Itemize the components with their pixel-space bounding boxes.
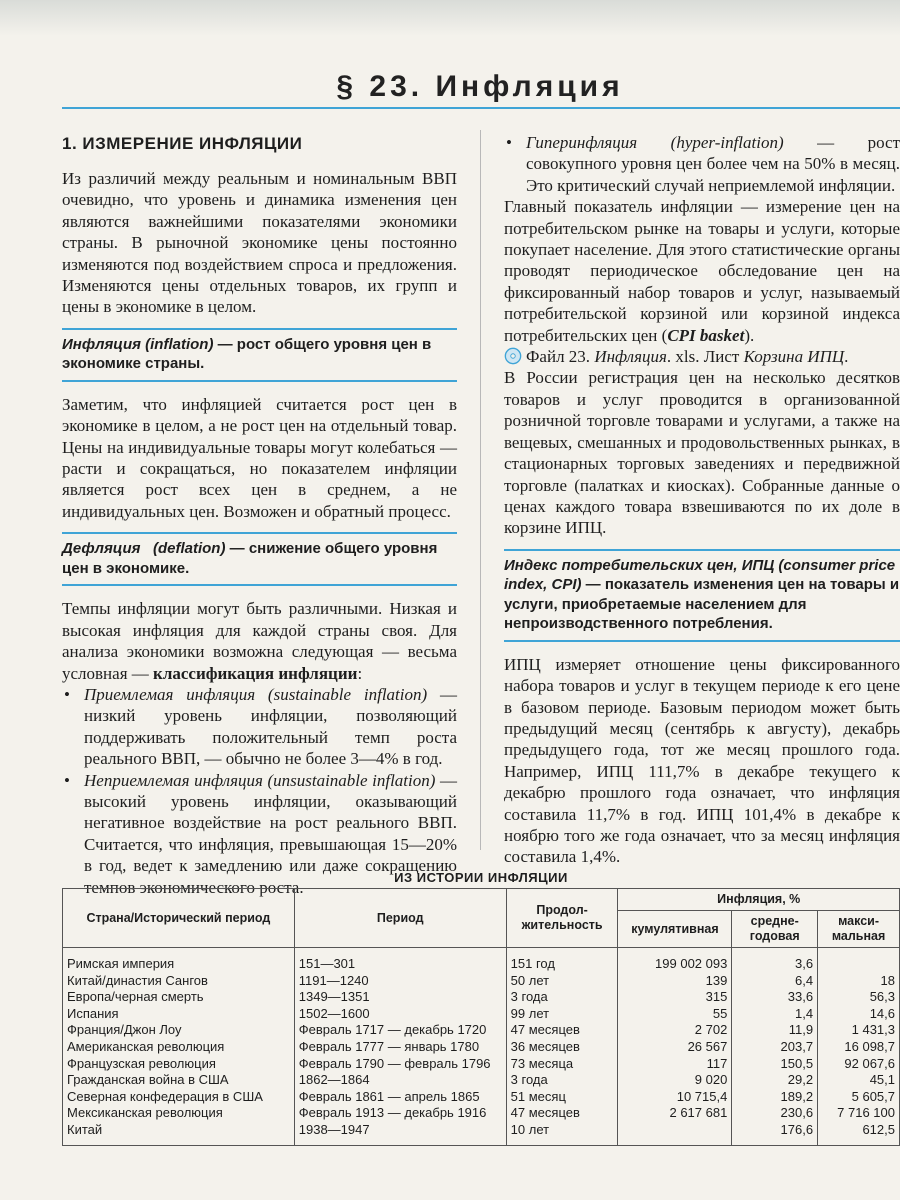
cell-cumulative: 315 <box>618 989 732 1006</box>
cell-duration: 47 месяцев <box>506 1105 618 1122</box>
cell-annual: 3,6 <box>732 948 818 973</box>
cell-annual: 150,5 <box>732 1056 818 1073</box>
file-ref-end: . <box>844 347 849 367</box>
section-heading: 1. ИЗМЕРЕНИЕ ИНФЛЯЦИИ <box>62 134 303 153</box>
table-body <box>63 948 900 1146</box>
cell-duration: 3 года <box>506 1072 618 1089</box>
cell-max: 56,3 <box>818 989 900 1006</box>
cell-max: 92 067,6 <box>818 1056 900 1073</box>
cell-duration: 151 год <box>506 948 618 973</box>
list-item <box>504 132 900 196</box>
cell-country: Римская империя <box>63 948 295 973</box>
cell-cumulative: 2 617 681 <box>618 1105 732 1122</box>
paragraph-4 <box>504 196 900 346</box>
cell-annual: 176,6 <box>732 1122 818 1145</box>
cell-period: 1502—1600 <box>294 1006 506 1023</box>
definition-cpi <box>504 549 900 642</box>
cell-duration: 73 месяца <box>506 1056 618 1073</box>
bullet-term: Гиперинфляция (hyper-inflation) <box>526 133 784 152</box>
cell-period: 1191—1240 <box>294 973 506 990</box>
file-ref-sheet: Корзина ИПЦ <box>743 347 845 367</box>
cell-annual: 1,4 <box>732 1006 818 1023</box>
cell-country: Китай <box>63 1122 295 1145</box>
cell-duration: 47 месяцев <box>506 1022 618 1039</box>
cell-cumulative <box>618 1122 732 1145</box>
chapter-title: § 23. Инфляция <box>336 70 624 103</box>
definition-deflation <box>62 532 457 586</box>
cell-country: Испания <box>63 1006 295 1023</box>
cell-cumulative: 26 567 <box>618 1039 732 1056</box>
column-divider <box>480 130 481 850</box>
paragraph-2: Заметим, что инфляцией считается рост цен в экономике в целом, а не рост цен на отдельный товар. Цены на индивидуальные товары могут колебаться — расти и сокращаться, но показателем инфляции является рост всех цен в среднем, а не индивидуальных цен. Возможен и обратный процесс. <box>62 394 457 521</box>
cell-cumulative: 10 715,4 <box>618 1089 732 1106</box>
intro-paragraph: Из различий между реальным и номинальным ВВП очевидно, что уровень и динамика изменения цен являются важнейшими показателями экономики страны. В рыночной экономике цены постоянно изменяются под воздействием спроса и предложения. Изменяются цены отдельных товаров, их групп и цены в экономике в целом. <box>62 169 457 317</box>
list-item <box>62 684 457 770</box>
cell-annual: 11,9 <box>732 1022 818 1039</box>
table-row <box>63 1056 900 1073</box>
cell-duration: 51 месяц <box>506 1089 618 1106</box>
file-ref-start: Файл 23. <box>526 347 595 367</box>
bullet-text: — низкий уровень инфляции, позволяющий поддерживать положительный темп роста реального ВВП, — обычно не более 3—4% в год. <box>84 684 458 769</box>
bullet-term: Приемлемая инфляция (sustainable inflation) <box>84 684 428 704</box>
paragraph-3-end: : <box>357 663 363 683</box>
cell-max: 45,1 <box>818 1072 900 1089</box>
cell-country: Американская революция <box>63 1039 295 1056</box>
title-rule <box>62 107 900 109</box>
cell-annual: 189,2 <box>732 1089 818 1106</box>
cell-max: 7 716 100 <box>818 1105 900 1122</box>
cell-duration: 10 лет <box>506 1122 618 1145</box>
cell-country: Франция/Джон Лоу <box>63 1022 295 1039</box>
cell-duration: 36 месяцев <box>506 1039 618 1056</box>
cell-max <box>818 948 900 973</box>
table-row <box>63 1006 900 1023</box>
cell-cumulative: 55 <box>618 1006 732 1023</box>
cell-duration: 50 лет <box>506 973 618 990</box>
right-column <box>504 132 900 868</box>
paragraph-3-start: Темпы инфляции могут быть различными. Низкая и высокая инфляция для каждой страны своя. Для анализа экономики возможна следующая — весьма условная — <box>62 599 457 683</box>
cell-cumulative: 2 702 <box>618 1022 732 1039</box>
header-inflation-group: Инфляция, % <box>618 889 900 911</box>
cell-annual: 29,2 <box>732 1072 818 1089</box>
header-duration: Продол- жительность <box>506 889 618 948</box>
cell-cumulative: 117 <box>618 1056 732 1073</box>
cell-period: Февраль 1913 — декабрь 1916 <box>294 1105 506 1122</box>
paragraph-6: ИПЦ измеряет отношение цены фиксированного набора товаров и услуг в текущем периоде к его цене в базовом периоде. Базовым периодом может быть предыдущий месяц (сентябрь к августу), декабрь предыдущего года, тот же месяц прошлого года. Например, ИПЦ 111,7% в декабре текущего к декабрю прошлого года означает, что инфляция составила 11,7% в год. ИПЦ 101,4% в декабре к ноябрю того же года означает, что за месяц инфляция составила 1,4%. <box>504 654 900 867</box>
definition-text: — снижение общего уровня цен в экономике. <box>62 540 438 577</box>
cell-max: 5 605,7 <box>818 1089 900 1106</box>
cell-period: Февраль 1717 — декабрь 1720 <box>294 1022 506 1039</box>
classification-list-continued <box>504 132 900 196</box>
cell-duration: 99 лет <box>506 1006 618 1023</box>
cell-max: 612,5 <box>818 1122 900 1145</box>
definition-term: Инфляция (inflation) <box>62 335 214 353</box>
cell-period: Февраль 1861 — апрель 1865 <box>294 1089 506 1106</box>
disc-icon <box>504 347 522 365</box>
cell-cumulative: 199 002 093 <box>618 948 732 973</box>
cell-period: 1938—1947 <box>294 1122 506 1145</box>
cell-max: 14,6 <box>818 1006 900 1023</box>
definition-text: — рост общего уровня цен в экономике страны. <box>62 335 432 373</box>
paragraph-3 <box>62 598 457 684</box>
table-row <box>63 973 900 990</box>
cell-period: 151—301 <box>294 948 506 973</box>
cell-period: 1862—1864 <box>294 1072 506 1089</box>
cell-country: Французская революция <box>63 1056 295 1073</box>
table-row <box>63 1039 900 1056</box>
table-row <box>63 1022 900 1039</box>
cell-country: Мексиканская революция <box>63 1105 295 1122</box>
table-row <box>63 1072 900 1089</box>
cell-duration: 3 года <box>506 989 618 1006</box>
bullet-term: Неприемлемая инфляция (unsustainable inflation) <box>84 770 436 790</box>
left-column <box>62 130 457 898</box>
cell-country: Северная конфедерация в США <box>63 1089 295 1106</box>
file-reference <box>504 346 900 367</box>
cell-annual: 33,6 <box>732 989 818 1006</box>
cell-max: 1 431,3 <box>818 1022 900 1039</box>
header-period: Период <box>294 889 506 948</box>
definition-term: Дефляция (deflation) <box>62 540 226 558</box>
page-top-edge <box>0 0 900 36</box>
table-row <box>63 989 900 1006</box>
table-caption: ИЗ ИСТОРИИ ИНФЛЯЦИИ <box>394 870 568 885</box>
cell-period: Февраль 1777 — январь 1780 <box>294 1039 506 1056</box>
cell-annual: 203,7 <box>732 1039 818 1056</box>
header-max: макси- мальная <box>818 911 900 948</box>
table-row <box>63 1105 900 1122</box>
cell-country: Европа/черная смерть <box>63 989 295 1006</box>
cell-max: 16 098,7 <box>818 1039 900 1056</box>
paragraph-4-start: Главный показатель инфляции — измерение цен на потребительском рынке на товары и услуги, которые покупает население. Для этого статистические органы проводят периодическое обследование цен на фиксированный набор товаров и услуг, называемый потребительской корзиной или корзиной индекса потребительских цен ( <box>504 197 900 345</box>
definition-text: — показатель изменения цен на товары и услуги, приобретаемые населением для непроизводственного потребления. <box>504 576 900 633</box>
cell-cumulative: 139 <box>618 973 732 990</box>
cell-country: Китай/династия Сангов <box>63 973 295 990</box>
cell-annual: 6,4 <box>732 973 818 990</box>
file-ref-italic: Инфляция <box>594 347 667 367</box>
header-country: Страна/Исторический период <box>63 889 295 948</box>
cell-annual: 230,6 <box>732 1105 818 1122</box>
definition-term: Индекс потребительских цен, ИПЦ (consumer price index, CPI) <box>504 556 896 594</box>
cell-max: 18 <box>818 973 900 990</box>
cell-period: Февраль 1790 — февраль 1796 <box>294 1056 506 1073</box>
cell-cumulative: 9 020 <box>618 1072 732 1089</box>
cell-period: 1349—1351 <box>294 989 506 1006</box>
paragraph-5: В России регистрация цен на несколько десятков товаров и услуг проводится в организованной розничной торговле товарами и услугами, а также на вещевых, смешанных и продовольственных рынках, в стационарных торговых заведениях и передвижной торговле (палатках и киосках). Собранные данные о ценах каждого товара взвешиваются по их доле в корзине ИПЦ. <box>504 368 900 538</box>
table-row <box>63 1122 900 1145</box>
header-annual: средне- годовая <box>732 911 818 948</box>
file-ref-mid: . xls. Лист <box>666 347 744 367</box>
bullet-text: — рост совокупного уровня цен более чем на 50% в месяц. Это критический случай неприемлемой инфляции. <box>526 133 900 195</box>
definition-inflation <box>62 328 457 382</box>
bullet-text: — высокий уровень инфляции, оказывающий негативное воздействие на рост реального ВВП. Считается, что инфляция, превышающая 15—20% в год, ведет к замедлению или даже сокращению темпов экономического роста. <box>84 770 457 897</box>
table-row <box>63 1089 900 1106</box>
cell-country: Гражданская война в США <box>63 1072 295 1089</box>
inflation-history-table <box>62 888 900 1146</box>
table-row <box>63 948 900 973</box>
paragraph-4-end: ). <box>744 325 755 345</box>
paragraph-4-abbr: CPI basket <box>667 325 745 345</box>
bullet-icon: • <box>64 684 70 704</box>
paragraph-3-bold: классификация инфляции <box>153 663 358 683</box>
header-cumulative: кумулятивная <box>618 911 732 948</box>
bullet-icon: • <box>64 770 70 790</box>
bullet-icon: • <box>506 133 512 152</box>
classification-list <box>62 684 457 898</box>
